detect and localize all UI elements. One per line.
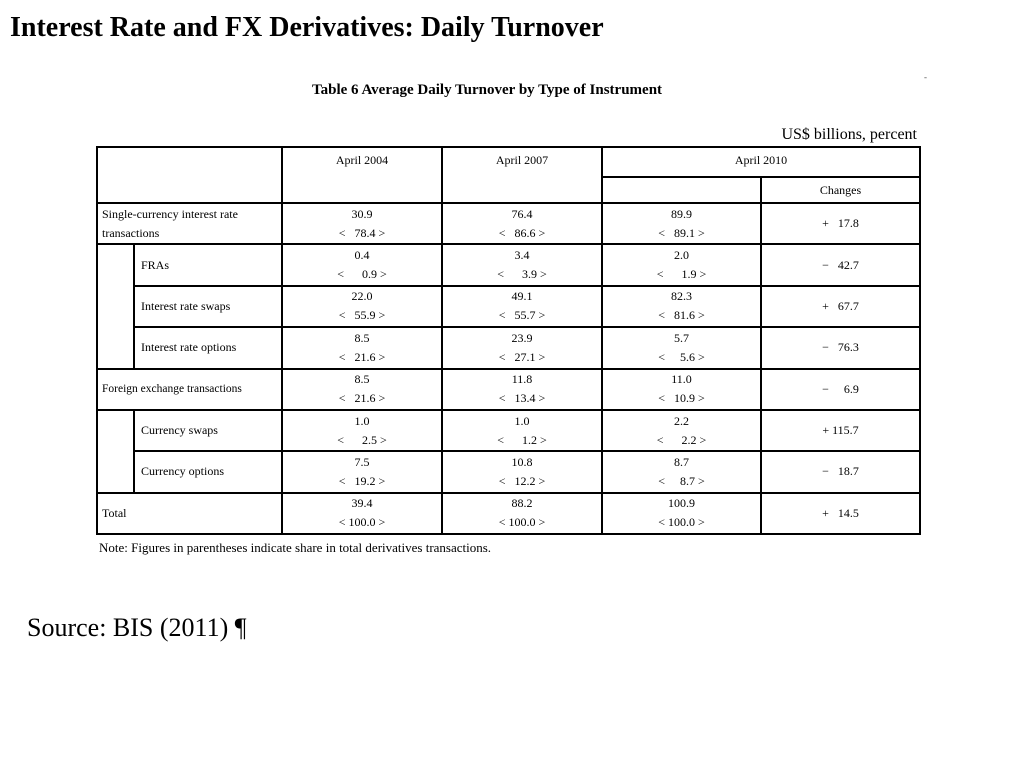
table-row: [97, 327, 920, 368]
value: 11.8: [511, 372, 533, 387]
share: < 81.6 >: [658, 308, 705, 323]
table-title: Table 6 Average Daily Turnover by Type of Instrument: [312, 82, 663, 98]
share: < 100.0 >: [338, 515, 386, 530]
table-row-total: [97, 493, 920, 534]
share: < 1.9 >: [656, 267, 707, 282]
value: 49.1: [511, 289, 533, 304]
cell-2007: [442, 244, 602, 285]
cell-2010: [602, 451, 761, 492]
share: < 8.7 >: [658, 473, 705, 488]
cell-2010: [602, 203, 761, 244]
column-header-changes: Changes: [761, 177, 920, 203]
value: 1.0: [514, 413, 530, 428]
share: < 89.1 >: [658, 225, 705, 240]
cell-2004: [282, 286, 442, 327]
source-line: Source: BIS (2011) ¶: [27, 613, 247, 642]
cell-2007: [442, 369, 602, 410]
column-header-2007: April 2007: [442, 147, 602, 203]
table-row: [97, 203, 920, 244]
share: < 5.6 >: [658, 349, 705, 364]
cell-2004: [282, 410, 442, 451]
value: 23.9: [511, 330, 533, 345]
cell-2007: [442, 410, 602, 451]
share: < 21.6 >: [338, 391, 386, 406]
cell-2010: [602, 286, 761, 327]
value: 2.0: [674, 248, 689, 263]
value: 22.0: [351, 289, 373, 304]
indent-cell: [97, 410, 134, 493]
cell-2004: [282, 451, 442, 492]
value: 88.2: [511, 496, 533, 511]
share: < 27.1 >: [498, 349, 546, 364]
column-header-2004: April 2004: [282, 147, 442, 203]
slide-title: Interest Rate and FX Derivatives: Daily Turnover: [10, 12, 604, 43]
share: < 3.9 >: [497, 267, 547, 282]
table-row: [97, 286, 920, 327]
share: < 100.0 >: [658, 515, 705, 530]
value: 0.4: [354, 248, 370, 263]
cell-change: + 67.7: [761, 286, 920, 327]
share: < 21.6 >: [338, 349, 386, 364]
value: 5.7: [674, 330, 689, 345]
row-label-single-currency: Single-currency interest rate transactions: [97, 203, 282, 244]
value: 8.7: [674, 454, 689, 469]
cell-2007: [442, 451, 602, 492]
units-label: US$ billions, percent: [781, 126, 917, 143]
share: < 100.0 >: [498, 515, 546, 530]
value: 7.5: [354, 454, 370, 469]
value: 76.4: [511, 206, 533, 221]
indent-cell: [97, 244, 134, 368]
cell-2004: [282, 203, 442, 244]
value: 39.4: [351, 496, 373, 511]
row-label-total: Total: [97, 493, 282, 534]
value: 2.2: [674, 413, 689, 428]
table-row: [97, 369, 920, 410]
row-label-interest-rate-swaps: Interest rate swaps: [134, 286, 282, 327]
value: 3.4: [514, 248, 530, 263]
cell-change: − 18.7: [761, 451, 920, 492]
table-row: [97, 410, 920, 451]
value: 11.0: [671, 372, 692, 387]
cell-change: − 42.7: [761, 244, 920, 285]
row-label-currency-swaps: Currency swaps: [134, 410, 282, 451]
cell-2004: [282, 493, 442, 534]
table-row: [97, 451, 920, 492]
value: 8.5: [354, 330, 370, 345]
share: < 2.2 >: [656, 432, 707, 447]
share: < 12.2 >: [498, 473, 546, 488]
cell-2007: [442, 203, 602, 244]
share: < 78.4 >: [338, 225, 386, 240]
cell-change: − 76.3: [761, 327, 920, 368]
share: < 86.6 >: [498, 225, 546, 240]
table-row: [97, 244, 920, 285]
table-note: Note: Figures in parentheses indicate share in total derivatives transactions.: [99, 540, 492, 555]
value: 1.0: [354, 413, 370, 428]
cell-2007: [442, 286, 602, 327]
value: 100.9: [668, 496, 695, 511]
cell-2010: [602, 244, 761, 285]
share: < 55.7 >: [498, 308, 546, 323]
share: < 13.4 >: [498, 391, 546, 406]
cell-2007: [442, 493, 602, 534]
cell-2004: [282, 327, 442, 368]
cell-2010: [602, 493, 761, 534]
header-spacer-cell: [602, 177, 761, 203]
cell-change: − 6.9: [761, 369, 920, 410]
cell-change: + 14.5: [761, 493, 920, 534]
share: < 10.9 >: [658, 391, 705, 406]
column-header-2010: April 2010: [602, 147, 920, 177]
value: 30.9: [351, 206, 373, 221]
header-corner-cell: [97, 147, 282, 203]
cell-2007: [442, 327, 602, 368]
cell-2010: [602, 369, 761, 410]
cell-2004: [282, 369, 442, 410]
cell-2010: [602, 327, 761, 368]
share: < 55.9 >: [338, 308, 386, 323]
share: < 0.9 >: [337, 267, 387, 282]
value: 8.5: [354, 372, 370, 387]
cell-2004: [282, 244, 442, 285]
turnover-table: [96, 146, 921, 535]
share: < 2.5 >: [337, 432, 387, 447]
value: 89.9: [671, 206, 692, 221]
value: 10.8: [511, 454, 533, 469]
dash-mark: -: [924, 72, 927, 82]
header-row-top: [97, 147, 920, 177]
value: 82.3: [671, 289, 692, 304]
cell-change: + 115.7: [761, 410, 920, 451]
row-label-fras: FRAs: [134, 244, 282, 285]
cell-change: + 17.8: [761, 203, 920, 244]
cell-2010: [602, 410, 761, 451]
share: < 1.2 >: [497, 432, 547, 447]
share: < 19.2 >: [338, 473, 386, 488]
row-label-foreign-exchange: Foreign exchange transactions: [97, 369, 282, 410]
row-label-interest-rate-options: Interest rate options: [134, 327, 282, 368]
row-label-currency-options: Currency options: [134, 451, 282, 492]
